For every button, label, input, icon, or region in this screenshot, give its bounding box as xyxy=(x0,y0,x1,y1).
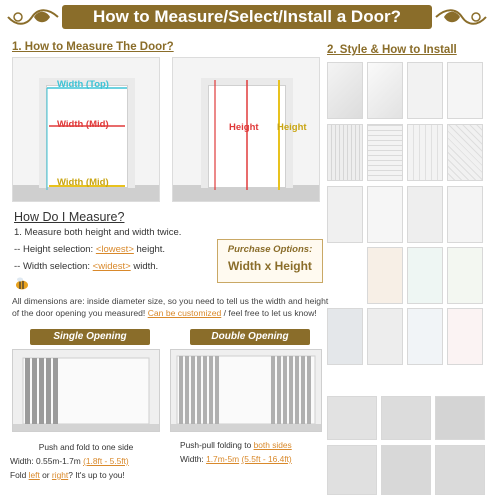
purchase-value: Width x Height xyxy=(228,259,312,273)
single-folding-door xyxy=(13,350,159,431)
style-section-title: 2. Style & How to Install xyxy=(327,44,457,56)
style-swatch xyxy=(327,308,363,365)
style-swatch xyxy=(367,124,403,181)
style-swatch xyxy=(447,186,483,243)
howto-line-3: -- Width selection: <widest> width. xyxy=(14,261,159,272)
style-swatch xyxy=(447,247,483,304)
width-mid-label: Width (Mid) xyxy=(57,119,109,130)
install-step-photo xyxy=(327,396,377,440)
width-bottom-label: Width (Mid) xyxy=(57,177,109,188)
install-step-photo xyxy=(381,396,431,440)
style-swatch xyxy=(407,62,443,119)
howto-title: How Do I Measure? xyxy=(14,210,125,224)
bee-icon xyxy=(12,276,32,292)
page-title: How to Measure/Select/Install a Door? xyxy=(93,7,401,26)
howto-line-2: -- Height selection: <lowest> height. xyxy=(14,244,166,255)
door-height-diagram xyxy=(172,57,320,202)
ornament-left-icon xyxy=(4,4,60,30)
purchase-label: Purchase Options: xyxy=(227,244,313,255)
single-caption-3: Fold left or right? It's up to you! xyxy=(10,470,125,480)
single-caption-1: Push and fold to one side xyxy=(38,442,134,452)
double-opening-header: Double Opening xyxy=(190,329,310,345)
style-swatch xyxy=(367,186,403,243)
style-swatch xyxy=(367,247,403,304)
style-swatch xyxy=(367,308,403,365)
install-step-photo xyxy=(327,445,377,495)
install-step-photo xyxy=(435,445,485,495)
howto-line-1: 1. Measure both height and width twice. xyxy=(14,227,182,238)
style-swatch xyxy=(327,186,363,243)
style-swatch xyxy=(407,186,443,243)
double-caption-2: Width: 1.7m-5m (5.5ft - 16.4ft) xyxy=(180,454,292,464)
style-swatch xyxy=(407,124,443,181)
height-red-label: Height xyxy=(229,122,259,133)
style-swatch xyxy=(327,62,363,119)
install-step-photo xyxy=(381,445,431,495)
dimension-note: All dimensions are: inside diameter size, so you need to tell us the width and height of the door opening you measured! Can be customized / feel free to let us know! xyxy=(12,296,329,318)
single-caption-2: Width: 0.55m-1.7m (1.8ft - 5.5ft) xyxy=(10,456,129,466)
ornament-right-icon xyxy=(434,4,490,30)
measure-section-title: 1. How to Measure The Door? xyxy=(12,41,174,53)
purchase-options-box xyxy=(217,239,323,283)
door-width-diagram xyxy=(12,57,160,202)
single-opening-header: Single Opening xyxy=(30,329,150,345)
height-yellow-label: Height xyxy=(277,122,307,133)
style-swatch xyxy=(407,247,443,304)
double-opening-image xyxy=(170,349,322,432)
width-top-label: Width (Top) xyxy=(57,79,109,90)
style-swatch xyxy=(447,62,483,119)
double-folding-door xyxy=(171,350,321,431)
install-step-photo xyxy=(435,396,485,440)
title-banner xyxy=(0,0,494,34)
style-swatch xyxy=(447,308,483,365)
style-swatch xyxy=(367,62,403,119)
single-opening-image xyxy=(12,349,160,432)
double-caption-1: Push-pull folding to both sides xyxy=(180,440,292,450)
style-swatch xyxy=(327,124,363,181)
style-swatch xyxy=(447,124,483,181)
style-swatch xyxy=(407,308,443,365)
